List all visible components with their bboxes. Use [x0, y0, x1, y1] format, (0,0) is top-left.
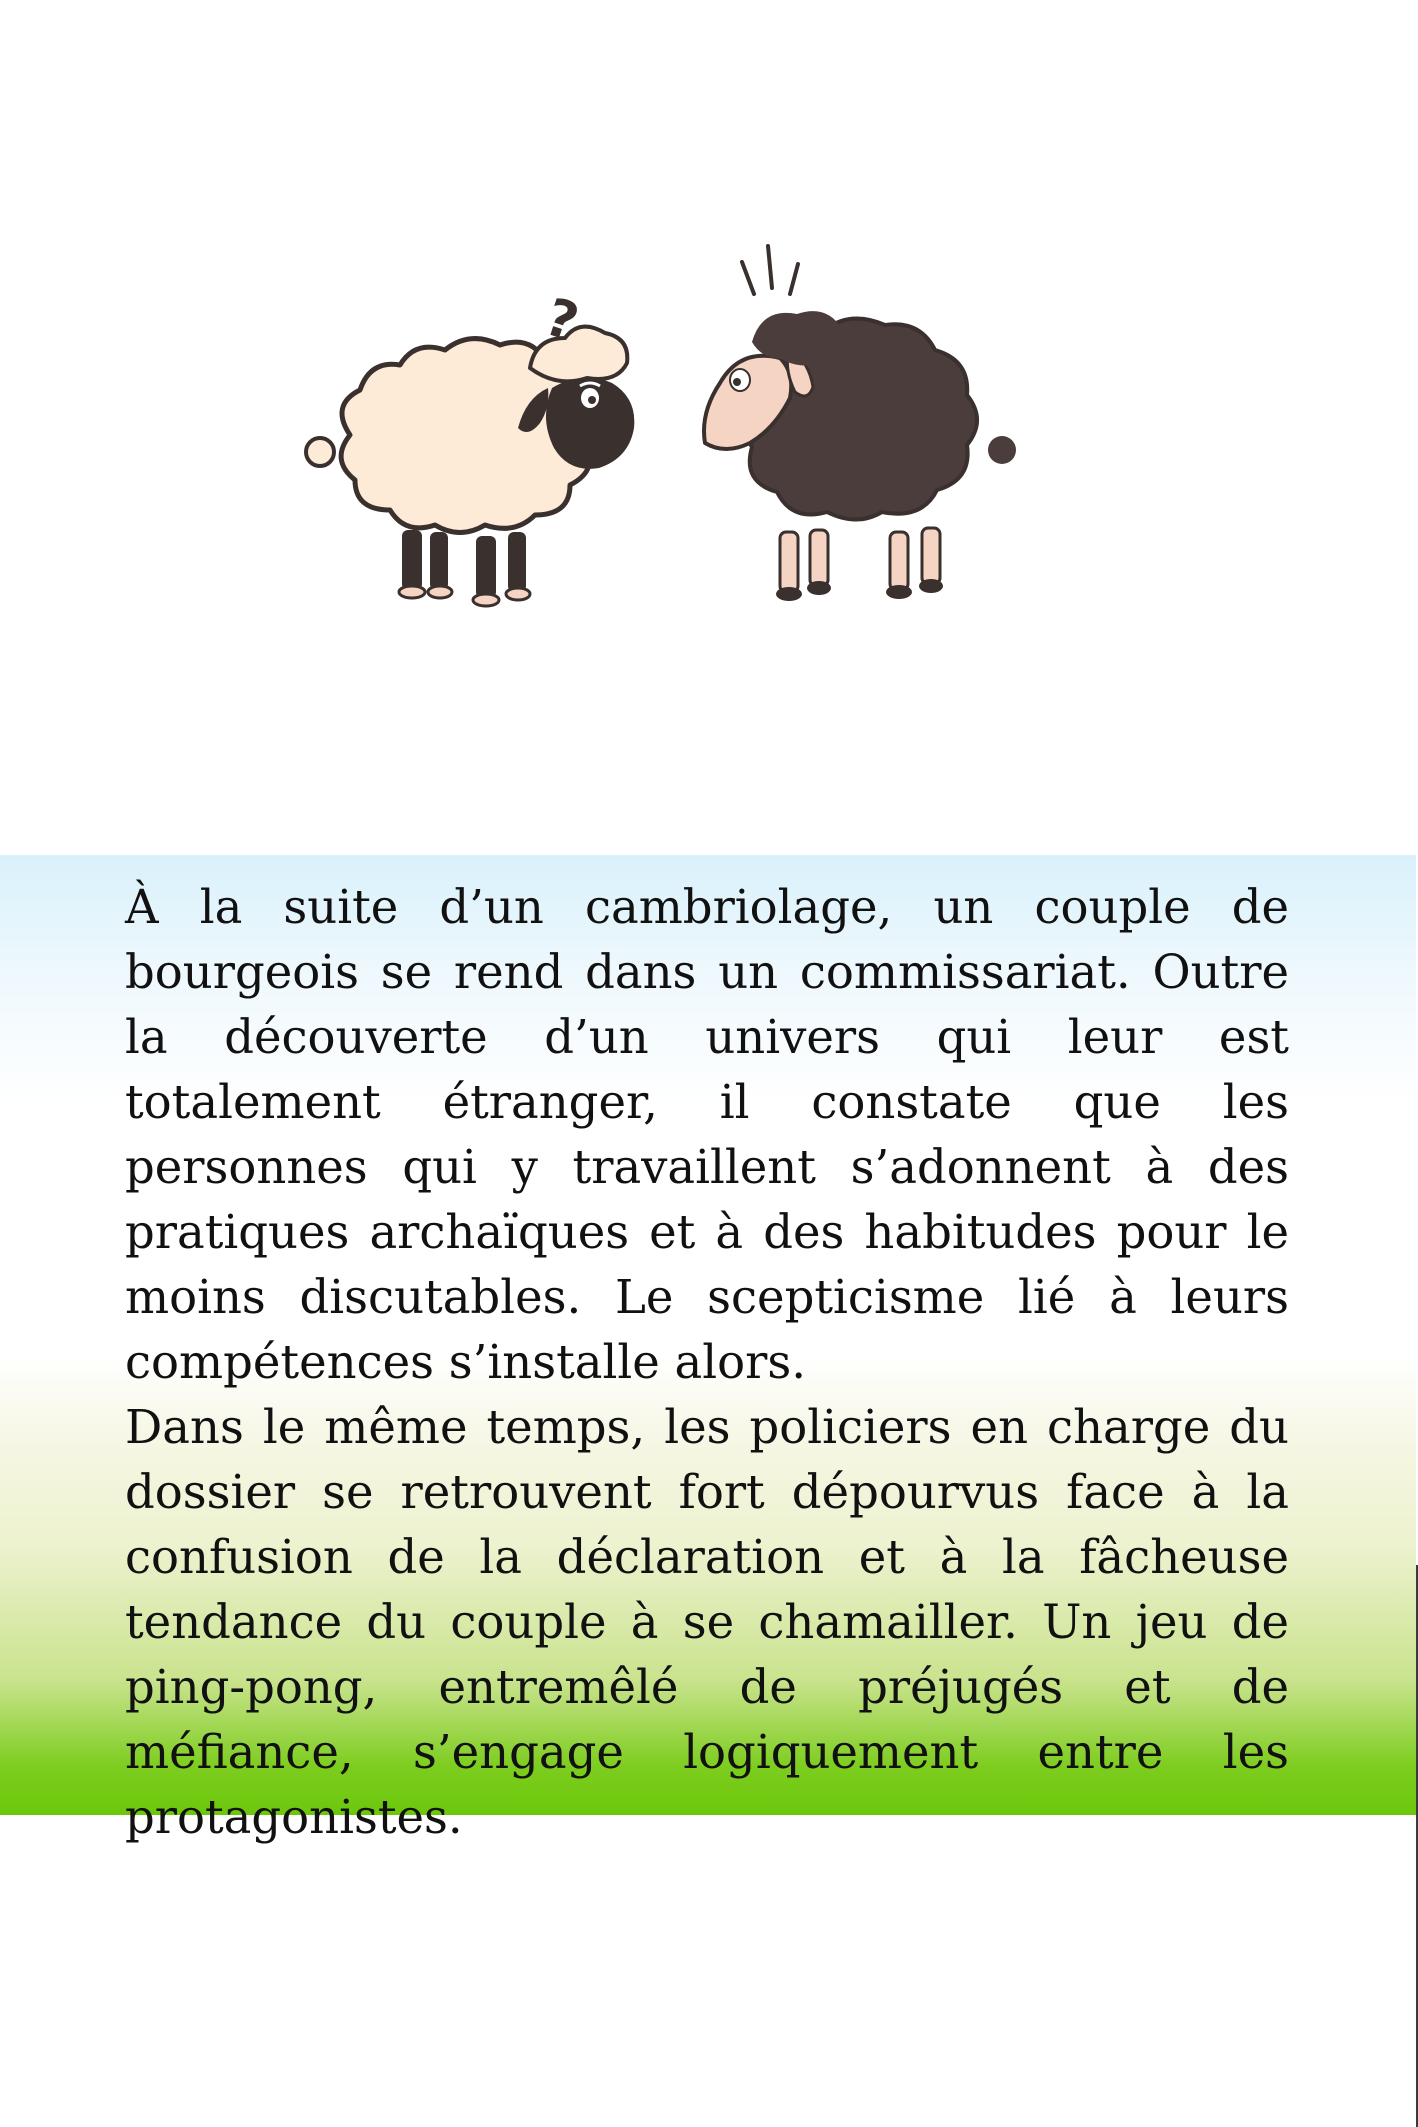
- blurb-band: [0, 855, 1416, 1844]
- back-cover-blurb: [125, 875, 1289, 1850]
- blurb-paragraph-1: À la suite d’un cambriolage, un couple de bourgeois se rend dans un commissariat. Outre la découverte d’un univers qui leur est totalement étranger, il constate que les personnes qui y travaillent s’adonnent à des pratiques archaïques et à des habitudes pour le moins discutables. Le scepticisme lié à leurs compétences s’installe alors.: [125, 880, 1289, 1389]
- white-sheep-icon: [306, 287, 634, 606]
- blurb-paragraph-2: Dans le même temps, les policiers en charge du dossier se retrouvent fort dépourvus face à la confusion de la déclaration et à la fâcheuse tendance du couple à se chamailler. Un jeu de ping-pong, entremêlé de préjugés et de méfiance, s’engage logiquement entre les protagonistes.: [125, 1400, 1289, 1844]
- black-sheep-icon: [704, 246, 1016, 601]
- svg-text:?: ?: [537, 287, 586, 354]
- sheep-illustration: [290, 240, 1110, 640]
